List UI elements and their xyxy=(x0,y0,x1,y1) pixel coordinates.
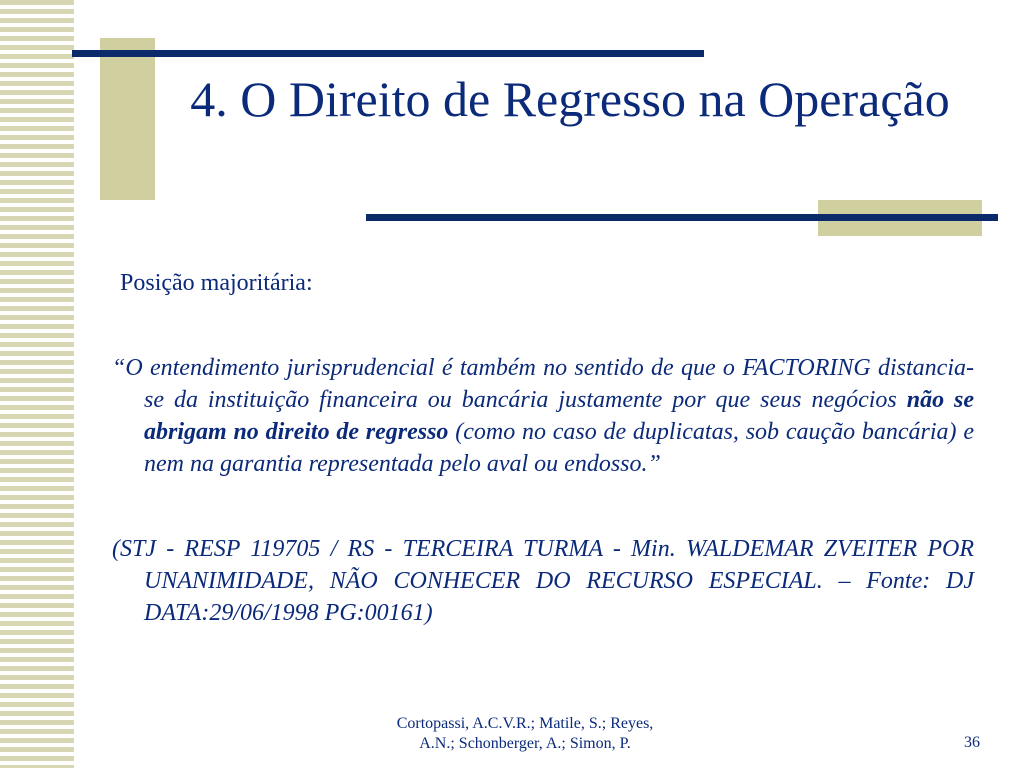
subheading: Posição majoritária: xyxy=(120,270,313,296)
footer-authors-line2: A.N.; Schonberger, A.; Simon, P. xyxy=(419,735,631,752)
quote-text-before: “O entendimento jurisprudencial é também no sentido de que o FACTORING distancia-se da instituição financeira ou bancária justamente por que seus negócios xyxy=(112,355,974,413)
left-stripe-decoration xyxy=(0,0,74,768)
quote-text-after: (como no caso de duplicatas, sob caução bancária) e nem na garantia representada pelo aval ou endosso.” xyxy=(144,419,974,477)
quote-paragraph xyxy=(112,352,974,480)
page-number: 36 xyxy=(964,734,980,751)
citation-paragraph: (STJ - RESP 119705 / RS - TERCEIRA TURMA - Min. WALDEMAR ZVEITER POR UNANIMIDADE, NÃO CONHECER DO RECURSO ESPECIAL. – Fonte: DJ DATA:29/06/1998 PG:00161) xyxy=(112,536,974,626)
quote-bold-text: não se abrigam no direito de regresso xyxy=(144,387,975,445)
footer-authors-line1: Cortopassi, A.C.V.R.; Matile, S.; Reyes, xyxy=(396,715,654,732)
top-accent-block xyxy=(100,38,155,200)
slide-title: 4. O Direito de Regresso na Operação xyxy=(190,71,950,127)
top-rule xyxy=(72,50,704,57)
bottom-rule xyxy=(366,214,998,221)
footer-authors xyxy=(330,714,720,754)
